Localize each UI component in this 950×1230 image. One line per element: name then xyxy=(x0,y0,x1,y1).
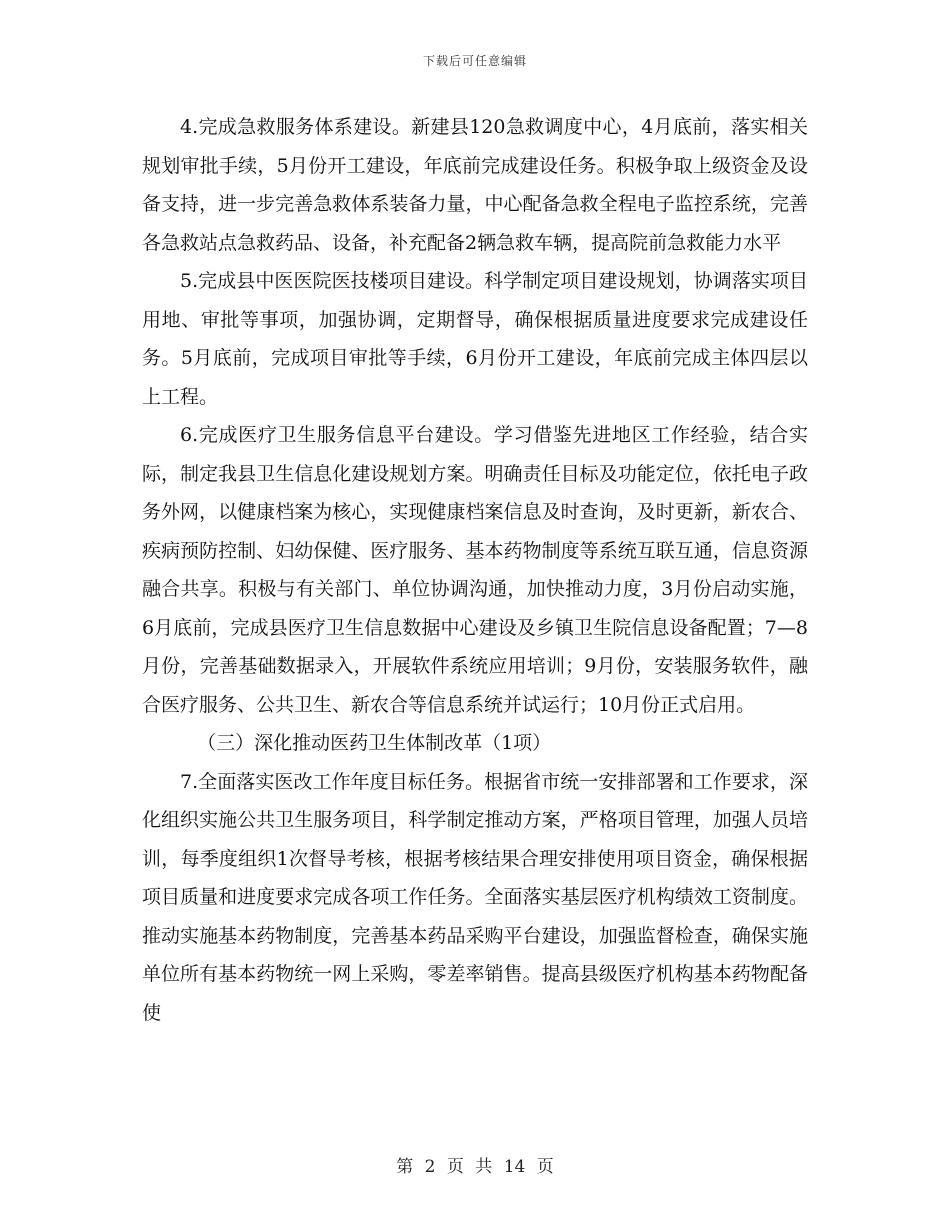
document-body xyxy=(142,108,808,1032)
paragraph-item-4: 4.完成急救服务体系建设。新建县120急救调度中心，4月底前，落实相关规划审批手续，5月份开工建设，年底前完成建设任务。积极争取上级资金及设备支持，进一步完善急救体系装备力量，中心配备急救全程电子监控系统，完善各急救站点急救药品、设备，补充配备2辆急救车辆，提高院前急救能力水平 xyxy=(142,116,808,254)
paragraph-item-7: 7.全面落实医改工作年度目标任务。根据省市统一安排部署和工作要求，深化组织实施公共卫生服务项目，科学制定推动方案，严格项目管理，加强人员培训，每季度组织1次督导考核，根据考核结果合理安排使用项目资金，确保根据项目质量和进度要求完成各项工作任务。全面落实基层医疗机构绩效工资制度。推动实施基本药物制度，完善基本药品采购平台建设，加强监督检查，确保实施单位所有基本药物统一网上采购，零差率销售。提高县级医疗机构基本药物配备使 xyxy=(142,770,808,1024)
page-header: 下载后可任意编辑 xyxy=(422,54,527,68)
paragraph-item-5: 5.完成县中医医院医技楼项目建设。科学制定项目建设规划，协调落实项目用地、审批等事项，加强协调，定期督导，确保根据质量进度要求完成建设任务。5月底前，完成项目审批等手续，6月份开工建设，年底前完成主体四层以上工程。 xyxy=(142,270,808,408)
page-number-footer: 第 2 页 共 14 页 xyxy=(396,1157,554,1177)
paragraph-item-6: 6.完成医疗卫生服务信息平台建设。学习借鉴先进地区工作经验，结合实际，制定我县卫生信息化建设规划方案。明确责任目标及功能定位，依托电子政务外网，以健康档案为核心，实现健康档案信息及时查询，及时更新，新农合、疾病预防控制、妇幼保健、医疗服务、基本药物制度等系统互联互通，信息资源融合共享。积极与有关部门、单位协调沟通，加快推动力度，3月份启动实施，6月底前，完成县医疗卫生信息数据中心建设及乡镇卫生院信息设备配置；7—8月份，完善基础数据录入，开展软件系统应用培训；9月份，安装服务软件，融合医疗服务、公共卫生、新农合等信息系统并试运行；10月份正式启用。 xyxy=(142,424,808,716)
section-heading: （三）深化推动医药卫生体制改革（1项） xyxy=(197,732,552,754)
